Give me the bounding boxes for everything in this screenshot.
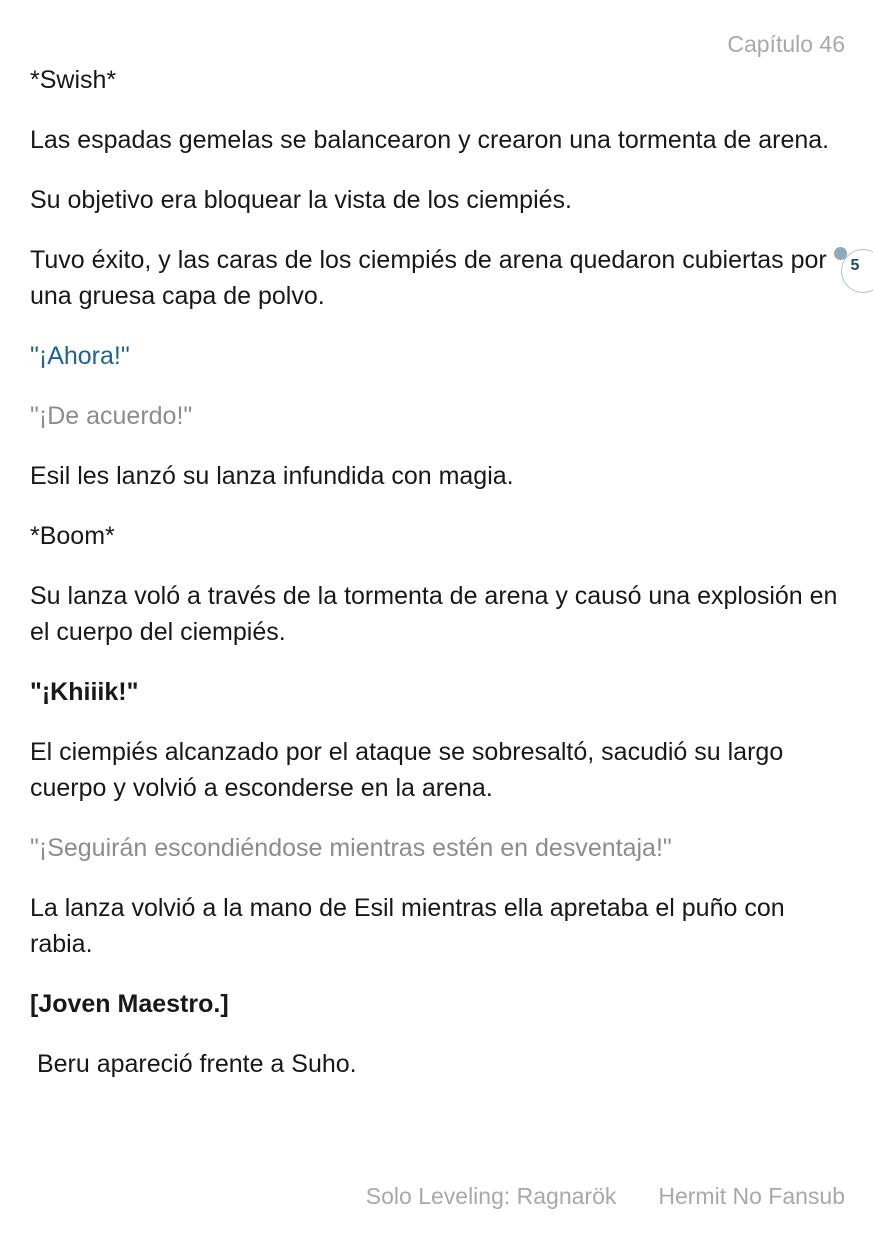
paragraph: "¡Khiiik!" <box>30 678 139 706</box>
paragraph: El ciempiés alcanzado por el ataque se sobresaltó, sacudió su largo cuerpo y volvió a esconderse en la arena. <box>30 738 791 802</box>
chapter-header: Capítulo 46 <box>727 31 845 57</box>
paragraph: Su objetivo era bloquear la vista de los ciempiés. <box>30 186 572 214</box>
paragraph: Tuvo éxito, y las caras de los ciempiés de arena quedaron cubiertas por una gruesa capa de polvo. <box>30 246 834 310</box>
paragraph: *Boom* <box>30 522 115 550</box>
comment-count: 5 <box>850 257 860 274</box>
paragraph: *Swish* <box>30 66 117 94</box>
paragraph: "¡Seguirán escondiéndose mientras estén en desventaja!" <box>30 834 672 862</box>
page-footer <box>366 1182 845 1210</box>
paragraph: Su lanza voló a través de la tormenta de arena y causó una explosión en el cuerpo del ciempiés. <box>30 582 845 646</box>
comment-count-badge[interactable] <box>833 243 873 301</box>
paragraph: La lanza volvió a la mano de Esil mientras ella apretaba el puño con rabia. <box>30 894 792 958</box>
book-title: Solo Leveling: Ragnarök <box>365 1183 617 1209</box>
paragraph: "¡De acuerdo!" <box>30 402 193 430</box>
paragraph: Las espadas gemelas se balancearon y crearon una tormenta de arena. <box>30 126 830 154</box>
paragraph: Esil les lanzó su lanza infundida con magia. <box>30 462 514 490</box>
paragraph: [Joven Maestro.] <box>30 990 229 1018</box>
paragraph: Beru apareció frente a Suho. <box>30 1050 357 1078</box>
fansub-credit: Hermit No Fansub <box>658 1183 845 1209</box>
content <box>30 62 849 1106</box>
paragraph: "¡Ahora!" <box>30 342 130 370</box>
